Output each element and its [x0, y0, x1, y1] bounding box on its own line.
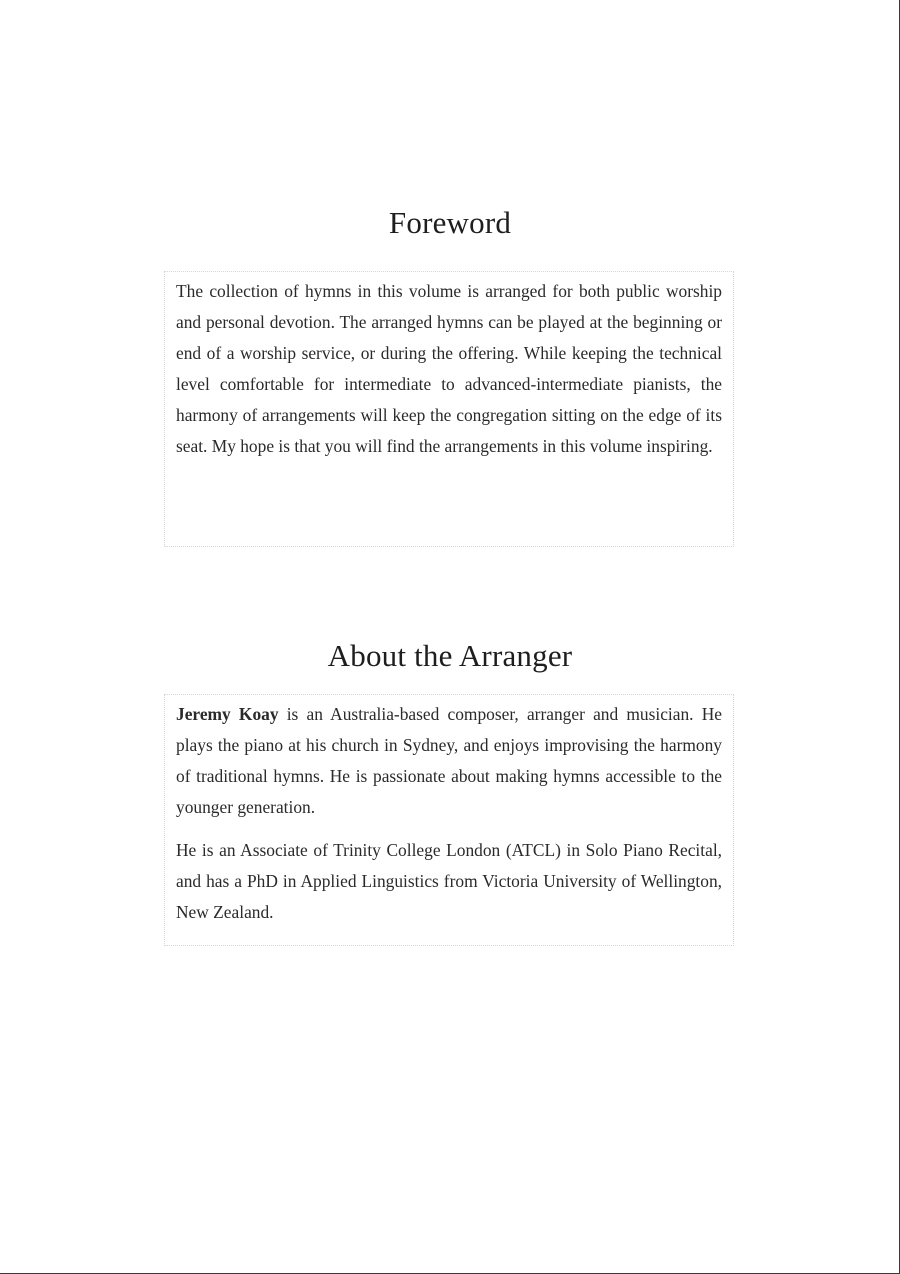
- arranger-name: Jeremy Koay: [176, 704, 279, 724]
- about-paragraph-2: He is an Associate of Trinity College London (ATCL) in Solo Piano Recital, and has a PhD in Applied Linguistics from Victoria University of Wellington, New Zealand.: [176, 840, 722, 922]
- foreword-heading: Foreword: [388, 205, 512, 240]
- about-paragraph-1-text: is an Australia-based composer, arranger and musician. He plays the piano at his church in Sydney, and enjoys improvising the harmony of traditional hymns. He is passionate about making hymns accessible to the younger generation.: [176, 704, 722, 817]
- foreword-paragraph: The collection of hymns in this volume is arranged for both public worship and personal devotion. The arranged hymns can be played at the beginning or end of a worship service, or during the offering. While keeping the technical level comfortable for intermediate to advanced-intermediate pianists, the harmony of arrangements will keep the congregation sitting on the edge of its seat. My hope is that you will find the arrangements in this volume inspiring.: [176, 281, 722, 456]
- foreword-text-box: [164, 271, 734, 547]
- about-arranger-text-box: [164, 694, 734, 946]
- about-arranger-heading: About the Arranger: [327, 638, 573, 673]
- about-paragraph-1: [176, 699, 722, 823]
